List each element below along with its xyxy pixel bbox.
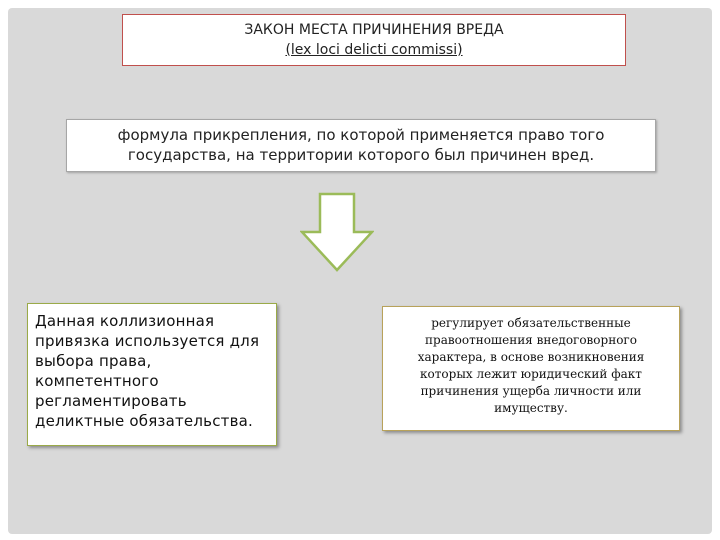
- down-arrow-icon: [300, 192, 374, 272]
- formula-box: [66, 119, 656, 172]
- left-box: [27, 303, 277, 446]
- right-box: [382, 306, 680, 431]
- title-latin: (lex loci delicti commissi): [285, 42, 463, 58]
- title-main: ЗАКОН МЕСТА ПРИЧИНЕНИЯ ВРЕДА: [244, 22, 504, 38]
- right-box-text: регулирует обязательственные правоотношения внедоговорного характера, в основе возникновения которых лежит юридический факт причинения ущерба личности или имуществу.: [417, 316, 645, 415]
- formula-text: формула прикрепления, по которой применяется право того государства, на территории которого был причинен вред.: [117, 126, 605, 164]
- left-box-text: Данная коллизионная привязка используется для выбора права, компетентного регламентировать деликтные обязательства.: [35, 312, 260, 430]
- title-box: [122, 14, 626, 66]
